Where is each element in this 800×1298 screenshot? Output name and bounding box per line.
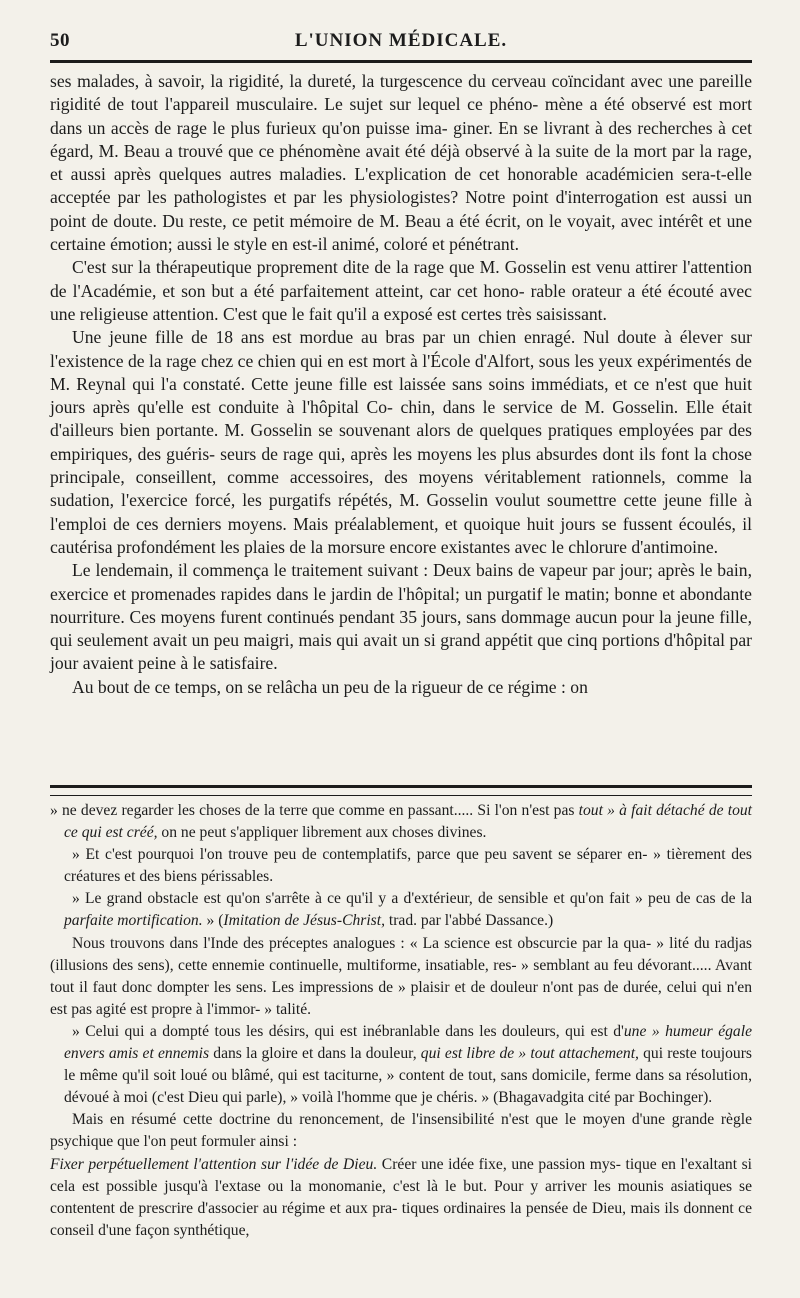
footnote-paragraph: Fixer perpétuellement l'attention sur l'idée de Dieu. Créer une idée fixe, une passion mys- tique en l'exaltant si cela est possible jusqu'à l'extase ou la monomanie, c'est là le but. Pour y arriver les mounis asiatiques se contentent de prescrire d'associer au régime et aux pra- tiques ordinaires la pensée de Dieu, mais ils donnent ce conseil d'une façon synthétique, bbox=[50, 1155, 752, 1239]
footnote-paragraph: Nous trouvons dans l'Inde des préceptes analogues : « La science est obscurcie par la qua- » lité du radjas (illusions des sens), cette ennemie continuelle, multiforme, insatiable, res- » semblant au feu dévorant..... Avant tout il faut donc dompter les sens. Les impressions de » plaisir et de douleur n'ont pas de durée, celui qui n'en est pas agité est propre à l'immor- » talité. bbox=[50, 934, 752, 1018]
footnote-paragraph: » Et c'est pourquoi l'on trouve peu de contemplatifs, parce que peu savent se séparer en- » tièrement des créatures et des biens périssables. bbox=[64, 846, 752, 886]
footnote-paragraph: » Le grand obstacle est qu'on s'arrête à ce qu'il y a d'extérieur, de sensible et qu'on fait » peu de cas de la parfaite mortification. » (Imitation de Jésus-Christ, trad. par l'abbé Dassance.) bbox=[64, 890, 752, 930]
footnote-block bbox=[50, 800, 752, 1242]
body-paragraph: Au bout de ce temps, on se relâcha un peu de la rigueur de ce régime : on bbox=[72, 676, 588, 697]
body-paragraph: Une jeune fille de 18 ans est mordue au bras par un chien enragé. Nul doute à élever sur l'existence de la rage chez ce chien qui en est mort à l'École d'Alfort, sous les yeux expérimentés de M. Reynal qui l'a constaté. Cette jeune fille est laissée sans soins immédiats, et ce n'est que huit jours après qu'elle est conduite à l'hôpital Co- chin, dans le service de M. Gosselin. Elle était d'ailleurs bien portante. M. Gosselin se souvenant alors de quelques pratiques employées par des empiriques, des guéris- seurs de rage qui, après les moyens les plus absurdes dont ils font la chose principale, conseillent, comme accessoires, des moyens véritablement rationnels, comme la sudation, l'exercice forcé, les purgatifs répétés, M. Gosselin voulut soumettre cette jeune fille à l'emploi de ces derniers moyens. Mais préalablement, et quoique huit jours se fussent écoulés, il cautérisa profondément les plaies de la morsure encore existantes avec le chlorure d'antimoine. bbox=[50, 327, 752, 557]
body-paragraph: C'est sur la thérapeutique proprement dite de la rage que M. Gosselin est venu attirer l'attention de l'Académie, et son but a été parfaitement atteint, car cet hono- rable orateur a été écouté avec une religieuse attention. C'est que le fait qu'il a exposé est certes très saisissant. bbox=[50, 257, 752, 324]
header-rule bbox=[50, 60, 752, 63]
page-number: 50 bbox=[50, 30, 70, 51]
footnote-paragraph: Mais en résumé cette doctrine du renoncement, de l'insensibilité n'est que le moyen d'une grande règle psychique que l'on peut formuler ainsi : bbox=[50, 1111, 752, 1151]
section-separator bbox=[50, 785, 752, 796]
body-paragraph: Le lendemain, il commença le traitement suivant : Deux bains de vapeur par jour; après le bain, exercice et promenades rapides dans le jardin de l'hôpital; un purgatif le matin; bonne et abondante nourriture. Ces moyens furent continués pendant 35 jours, sans dommage aucun pour la jeune fille, qui seulement avait un peu maigri, mais qui avait un si grand appétit que cinq portions d'hôpital par jour avaient peine à le satisfaire. bbox=[50, 560, 752, 674]
main-text-column bbox=[50, 70, 752, 699]
body-paragraph: ses malades, à savoir, la rigidité, la dureté, la turgescence du cerveau coïncidant avec une pareille rigidité de tout l'appareil musculaire. Le sujet sur lequel ce phéno- mène a été observé est mort dans un accès de rage le plus furieux qu'on puisse ima- giner. En se livrant à des recherches à cet égard, M. Beau a trouvé que ce phénomène avait été déjà observé à la suite de la mort par la rage, et aussi après quelques autres maladies. L'explication de cet honorable académicien sera-t-elle acceptée par les pathologistes et par les physiologistes? Notre point d'interrogation est aussi un point de doute. Du reste, ce petit mémoire de M. Beau a été écrit, on le voyait, avec intérêt et une certaine émotion; aussi le style en est-il animé, coloré et pénétrant. bbox=[50, 71, 752, 255]
running-head: L'UNION MÉDICALE. bbox=[294, 30, 508, 51]
page-header bbox=[50, 26, 752, 54]
footnote-paragraph: » Celui qui a dompté tous les désirs, qui est inébranlable dans les douleurs, qui est d'une » humeur égale envers amis et ennemis dans la gloire et dans la douleur, qui est libre de » tout attachement, qui reste toujours le même qu'il soit loué ou blâmé, qui est taciturne, » content de tout, sans domicile, ferme dans sa résolution, dévoué à moi (c'est Dieu qui parle), » voilà l'homme que je chéris. » (Bhagavadgita cité par Bochinger). bbox=[64, 1022, 752, 1107]
footnote-paragraph: » ne devez regarder les choses de la terre que comme en passant..... Si l'on n'est pas tout » à fait détaché de tout ce qui est créé, on ne peut s'appliquer librement aux choses divines. bbox=[50, 802, 752, 842]
